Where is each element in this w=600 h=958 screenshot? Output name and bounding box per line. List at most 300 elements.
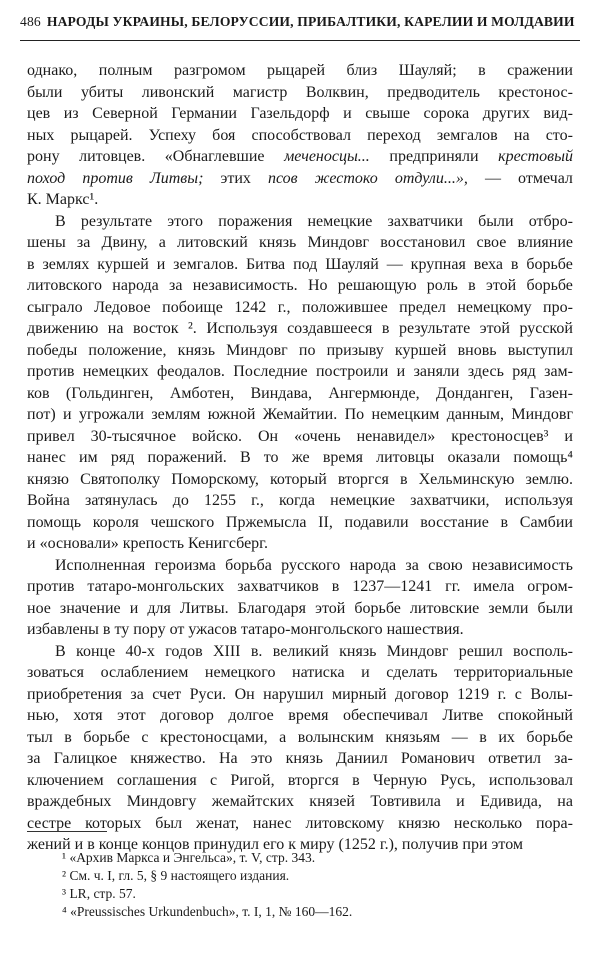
word: Самбии (519, 513, 573, 531)
word: отбро- (528, 212, 573, 230)
word: независимость (471, 556, 573, 574)
word: Святополку (80, 470, 161, 488)
word: предводитель (387, 83, 480, 101)
word: Успеху (148, 126, 197, 144)
text-line (27, 598, 573, 620)
word: пот) (27, 406, 56, 423)
word: этой (485, 277, 517, 294)
word: короля (92, 513, 139, 531)
word: Миндовгу (126, 793, 197, 810)
word: нанес (252, 814, 292, 832)
word: приобретения (27, 685, 122, 703)
word: в (510, 255, 519, 273)
word: ное (27, 599, 51, 617)
word: конце (98, 836, 142, 853)
text-line (27, 727, 573, 749)
word: Германии (171, 105, 237, 122)
word: Волквин, (305, 83, 369, 101)
word: Шауляй (325, 255, 379, 273)
word: привел (27, 427, 75, 445)
word: Газен- (529, 384, 573, 402)
word: движению (27, 320, 99, 337)
word: в (27, 255, 35, 273)
word: (1252 (338, 836, 380, 853)
word: литовскому (305, 814, 385, 832)
word: победы (27, 341, 78, 359)
word: в (468, 277, 476, 294)
word: 40-х (125, 642, 155, 660)
word: этот (117, 707, 146, 724)
word: Исполненная (55, 556, 146, 574)
word: захватчиков (237, 578, 319, 595)
footnote-text: LR, стр. 57. (69, 886, 136, 901)
word: свою (428, 556, 463, 574)
word: г. (497, 685, 507, 703)
word: ². (188, 320, 197, 337)
footnote (62, 849, 562, 867)
word: жений (27, 836, 75, 853)
word: Миндовг (386, 642, 449, 660)
word: в (399, 470, 408, 488)
word: а (279, 728, 287, 746)
word: годов (165, 642, 203, 660)
word: до (172, 492, 189, 509)
word: вторгся (337, 470, 389, 488)
word: время (288, 707, 329, 724)
word: и (74, 836, 88, 853)
word: немецкого (204, 664, 276, 681)
word: мирный (331, 685, 387, 703)
word: значение (59, 599, 121, 617)
word: г.), (379, 836, 402, 853)
word: разгромом (173, 62, 246, 79)
word: решил (458, 642, 503, 660)
word: крестоносцев³ (451, 427, 549, 445)
word: — (484, 169, 501, 187)
text-line (27, 490, 573, 512)
word: договор (160, 707, 214, 724)
footnote-mark: ⁴ (62, 904, 71, 919)
word: враждебных (27, 793, 112, 810)
text-line (27, 426, 573, 448)
word: По (344, 406, 365, 423)
word: сто- (545, 126, 573, 144)
word: обеспечивал (342, 707, 428, 724)
text-line (27, 684, 573, 706)
body-text (27, 60, 573, 856)
word: Он (234, 685, 255, 703)
word: ответил (488, 750, 541, 767)
word: когда (279, 492, 315, 509)
word: «Обнаглевшие (164, 148, 265, 165)
word: героизма (154, 556, 216, 574)
word: В (239, 449, 251, 466)
word: крепость (122, 535, 188, 552)
word: избавлены (27, 621, 103, 638)
word: рыцарей (267, 62, 326, 79)
word: литовский (177, 234, 248, 251)
word: ряд (110, 449, 135, 466)
word: их (498, 728, 515, 746)
word: в (352, 771, 360, 789)
word: с (514, 685, 522, 703)
word: крестонос- (498, 83, 573, 101)
word: по (298, 341, 316, 359)
word: предприняли (389, 148, 479, 165)
text-line (27, 297, 573, 319)
word: Амботен, (169, 384, 235, 402)
word: Битва (245, 255, 286, 273)
word: рону (27, 148, 60, 165)
word: в (381, 320, 390, 337)
text-line (27, 533, 573, 555)
word: за (169, 277, 183, 294)
word: зам- (544, 363, 573, 380)
word: договор (394, 685, 449, 703)
word: время (322, 449, 363, 466)
text-line (27, 770, 573, 792)
word: за (27, 750, 41, 767)
word: ливонский (141, 83, 215, 101)
word: Двину, (101, 234, 148, 251)
word: борьбе (526, 728, 573, 746)
word: и (564, 427, 573, 445)
word: захватчики, (410, 492, 490, 509)
word: получив (401, 836, 463, 853)
word: куршей (97, 255, 149, 273)
word: вид- (543, 105, 573, 122)
word: а (158, 234, 166, 251)
word: для (147, 599, 171, 617)
word: женат, (195, 814, 239, 832)
word: положившее (302, 298, 388, 316)
footnote (62, 885, 562, 903)
word: жемайтских (211, 793, 294, 810)
word: использовал (488, 771, 573, 789)
word: и (396, 363, 406, 380)
word: земгалов (436, 126, 498, 144)
word: и (156, 255, 166, 273)
word: в (478, 62, 486, 79)
word: 30-тысячное (90, 427, 177, 445)
word: куршей (394, 341, 447, 359)
word: этом (491, 836, 524, 853)
word: спокойный (497, 707, 573, 724)
text-line (27, 254, 573, 276)
word: независимость. (192, 277, 298, 294)
word: миру (300, 836, 339, 853)
text-line (27, 318, 573, 340)
word: князь (177, 341, 215, 359)
word: магистр (232, 83, 288, 101)
word: шены (27, 234, 66, 251)
word: поражений. (147, 449, 227, 466)
word: ков (27, 384, 50, 402)
word: XIII (212, 642, 241, 660)
word: огром- (527, 578, 573, 595)
word: ключением (27, 771, 104, 789)
word: II, (318, 513, 333, 531)
word: немецким (371, 406, 440, 423)
text-line (27, 748, 573, 770)
footnote (62, 867, 562, 885)
word: и (361, 664, 370, 681)
word: Война (27, 492, 70, 509)
word: немецкому (457, 298, 532, 316)
text-line (27, 189, 573, 211)
word: несколько (453, 814, 523, 832)
text-line (27, 813, 573, 835)
word: нарушил (263, 685, 324, 703)
word: к (288, 836, 301, 853)
word: на (513, 126, 530, 144)
word: Кенигсберг. (188, 535, 268, 552)
word: данным, (446, 406, 505, 423)
word: «очень (294, 427, 341, 445)
word: землям (151, 406, 201, 423)
word: за (130, 685, 144, 703)
word: выступил (507, 341, 573, 359)
word: сражении (507, 62, 573, 79)
word: сыграло (27, 298, 83, 316)
word: княжество. (130, 750, 206, 767)
word: Миндовг (226, 341, 288, 359)
footnote-mark: ³ (62, 886, 70, 901)
text-line (27, 275, 573, 297)
word: и (343, 105, 352, 122)
word: и (27, 535, 40, 552)
word: захватчики (387, 212, 463, 230)
word: меченосцы... (284, 148, 370, 165)
word: Он (258, 427, 279, 445)
word: Маркс¹. (45, 191, 99, 208)
word: этой (315, 599, 346, 617)
text-line (27, 125, 573, 147)
text-line (27, 447, 573, 469)
word: помощь⁴ (513, 449, 573, 466)
word: Но (307, 277, 328, 294)
word: Жемайтии. (262, 406, 338, 423)
word: великий (272, 642, 329, 660)
word: борьба (225, 556, 272, 574)
word: литовцы (376, 449, 435, 466)
word: были (537, 599, 573, 617)
word: же (291, 449, 310, 466)
text-line (27, 146, 573, 168)
word: жестоко (314, 169, 378, 187)
word: — (386, 255, 403, 273)
word: побоище (162, 298, 223, 316)
word: счет (152, 685, 182, 703)
footnote (62, 903, 562, 921)
word: в (479, 728, 487, 746)
word: зоваться (27, 664, 85, 681)
word: г., (251, 492, 264, 509)
word: пора- (535, 814, 573, 832)
word: отмечал (518, 169, 573, 187)
word: создавшееся (287, 320, 373, 337)
word: Северной (92, 105, 158, 122)
word: Романович (400, 750, 475, 767)
word: свое (476, 234, 507, 251)
word: в (500, 513, 509, 531)
text-line (27, 469, 573, 491)
word: убиты (80, 83, 124, 101)
word: рыцарей. (70, 126, 133, 144)
word: в (87, 836, 99, 853)
text-line (27, 404, 573, 426)
word: Руси. (189, 685, 227, 703)
footnote-text: «Preussisches Urkundenbuch», т. I, 1, № 160—162. (70, 904, 353, 919)
text-line (27, 60, 573, 82)
footnote-separator (27, 831, 107, 832)
header-rule (20, 40, 580, 41)
word: Волы- (530, 685, 573, 703)
running-header (20, 14, 580, 30)
word: восток (132, 320, 179, 337)
word: народа (112, 277, 159, 294)
text-line (27, 619, 573, 641)
word: князь (285, 750, 323, 767)
word: за- (554, 750, 573, 767)
word: способствовал (251, 126, 351, 144)
text-line (27, 168, 573, 190)
word: литовские (409, 599, 480, 617)
word: восстановил (380, 234, 466, 251)
text-line (27, 383, 573, 405)
word: при (462, 836, 492, 853)
word: из (63, 105, 79, 122)
word: и (456, 793, 465, 810)
word: Миндовг (307, 234, 370, 251)
word: Виндава, (250, 384, 312, 402)
word: сделать (386, 664, 438, 681)
word: роль (426, 277, 458, 294)
word: нанес (27, 449, 66, 466)
word: близ (346, 62, 378, 79)
word: хотя (73, 707, 103, 724)
word: Литве (442, 707, 484, 724)
word: за (76, 234, 91, 251)
word: Благодаря (237, 599, 307, 617)
word: предел (399, 298, 446, 316)
word: в (64, 728, 72, 746)
word: волынским (297, 728, 374, 746)
word: с (141, 728, 149, 746)
word: который (269, 470, 327, 488)
word: немецкие (307, 212, 373, 230)
text-line (27, 340, 573, 362)
word: крестовый (498, 148, 573, 165)
word: русского (281, 556, 341, 574)
word: чешского (150, 513, 215, 531)
word: принудил (193, 836, 263, 853)
text-line (27, 555, 573, 577)
word: Литвы. (179, 599, 229, 617)
word: и (129, 599, 139, 617)
word: и (63, 406, 72, 423)
word: угрожали (78, 406, 144, 423)
word: были (478, 212, 514, 230)
word: Донданген, (435, 384, 514, 402)
word: этой (479, 320, 510, 337)
word: под (293, 255, 318, 273)
text-line (27, 641, 573, 663)
footnotes (62, 849, 562, 921)
word: Газельдорф (250, 105, 330, 122)
word: татаро-монгольских (87, 578, 225, 595)
text-line (27, 791, 573, 813)
word: татаро-монгольского (240, 621, 387, 638)
word: им (78, 449, 98, 466)
text-line (27, 512, 573, 534)
word: соглашения (116, 771, 197, 789)
text-line (27, 103, 573, 125)
word: влияние (517, 234, 573, 251)
word: нью, (27, 707, 59, 724)
text-line (27, 662, 573, 684)
word: в (331, 578, 340, 595)
word: Миндовг (511, 406, 573, 423)
word: землю. (525, 470, 573, 488)
word: В (55, 212, 66, 230)
word: против (27, 363, 75, 380)
word: крестоносцами, (160, 728, 268, 746)
word: результате (398, 320, 471, 337)
word: этого (167, 212, 204, 230)
word: князю (398, 814, 441, 832)
text-line (27, 82, 573, 104)
word: ных (27, 126, 55, 144)
word: то (263, 449, 279, 466)
word: Едивида, (480, 793, 542, 810)
word: южной (207, 406, 256, 423)
word: гг. (445, 578, 461, 595)
word: его (262, 836, 289, 853)
word: ту (114, 621, 134, 638)
word: крупная (410, 255, 466, 273)
word: 1255 (203, 492, 236, 509)
word: поражения (218, 212, 293, 230)
word: 1242 (234, 298, 267, 316)
running-title: НАРОДЫ УКРАИНЫ, БЕЛОРУССИИ, ПРИБАЛТИКИ, КАРЕЛИИ И МОЛДАВИИ (46, 14, 575, 29)
word: Черную (372, 771, 427, 789)
word: которых (85, 814, 142, 832)
word: немецких (82, 363, 149, 380)
word: князьям (385, 728, 441, 746)
word: К. (27, 191, 46, 208)
word: положение, (88, 341, 167, 359)
text-line (27, 211, 573, 233)
word: боя (212, 126, 236, 144)
text-line (27, 705, 573, 727)
footnote-text: «Архив Маркса и Энгельса», т. V, стр. 343. (69, 850, 316, 865)
word: На (218, 750, 238, 767)
word: за (405, 556, 419, 574)
word: свыше (365, 105, 411, 122)
word: Галицкое (53, 750, 118, 767)
word: помощь (27, 513, 81, 531)
word: борьбе (526, 255, 573, 273)
word: веха (473, 255, 503, 273)
word: в (102, 621, 115, 638)
word: здесь (467, 363, 504, 380)
word: отдули...», (394, 169, 468, 187)
word: князь (259, 234, 297, 251)
text-line (27, 232, 573, 254)
word: феодалов. (156, 363, 225, 380)
word: был (155, 814, 183, 832)
